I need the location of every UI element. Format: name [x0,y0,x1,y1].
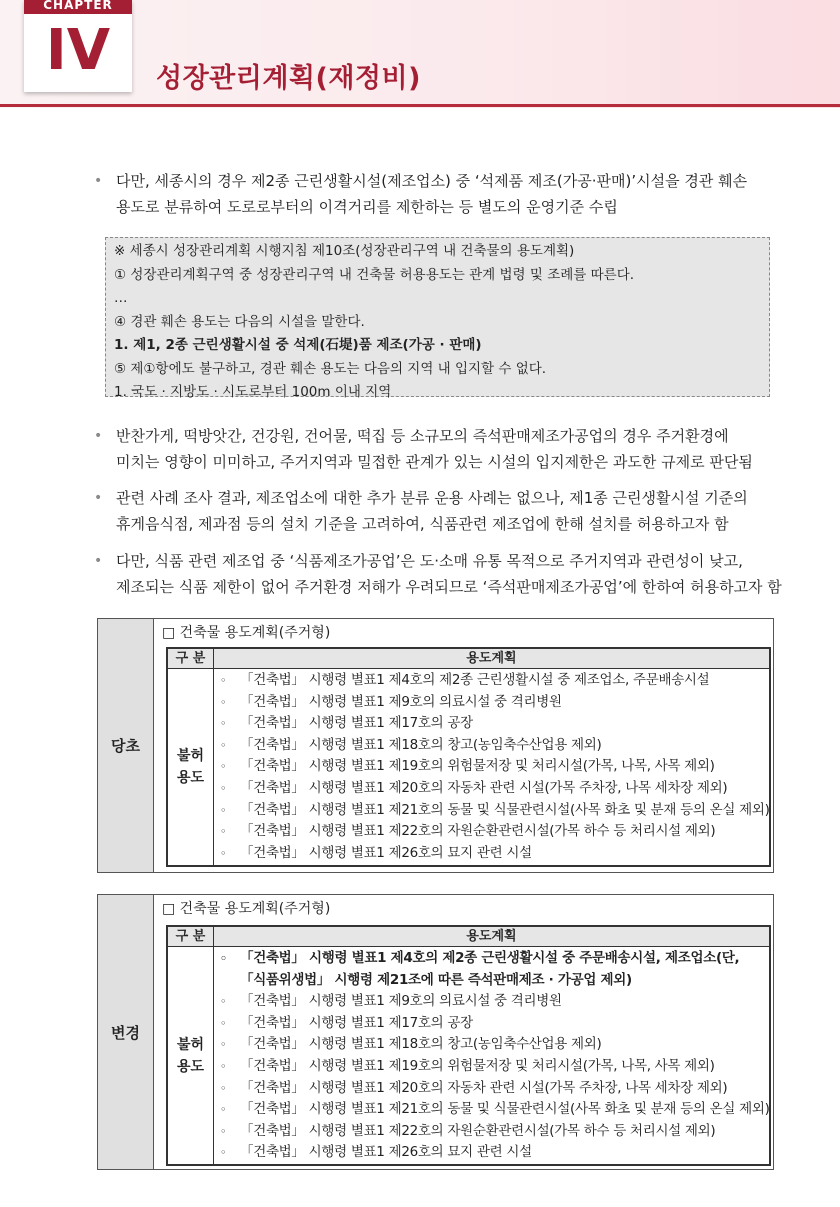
bullet-line: 제조되는 식품 제한이 없어 주거환경 저해가 우려되므로 ‘즉석판매제조가공업’에 한하여 허용하고자 함 [116,578,782,596]
header-col-category: 구 분 [168,927,214,946]
circle-bullet-icon: ◦ [220,846,227,860]
bullet-dot-icon: • [94,173,103,189]
regulation-line: ※ 세종시 성장관리계획 시행지침 제10조(성장관리구역 내 건축물의 용도계획) [114,243,575,259]
list-item-changed-continued: 「식품위생법」 시행령 제21조에 따른 즉석판매제조 · 가공업 제외) [240,971,632,988]
chapter-number: IV [45,18,111,83]
list-item: ◦ 「건축법」 시행령 별표1 제26호의 묘지 관련 시설 [220,843,767,865]
circle-bullet-icon: ◦ [220,1146,227,1160]
header-col-plan: 용도계획 [466,929,517,944]
table-header-row [168,649,769,669]
bullet-paragraph [94,548,784,600]
list-item: ◦ 「건축법」 시행령 별표1 제19호의 위험물저장 및 처리시설(가목, 나목, 사목 제외) [220,1056,767,1078]
list-item: ◦ 「건축법」 시행령 별표1 제21호의 동물 및 식물관련시설(사목 화초 및 분재 등의 온실 제외) [220,1099,767,1121]
table-before [97,618,774,873]
category-line: 불허 [176,1036,205,1053]
regulation-box [105,237,770,400]
circle-bullet-icon: ◦ [220,760,227,774]
circle-bullet-icon: ◦ [220,1059,227,1073]
category-line: 불허 [176,748,205,764]
list-item: ◦ 「건축법」 시행령 별표1 제20호의 자동차 관련 시설(가목 주차장, 나목 세차장 제외) [220,1078,767,1100]
circle-bullet-icon: ◦ [220,781,227,795]
bullet-line: 휴게음식점, 제과점 등의 설치 기준을 고려하여, 식품관련 제조업에 한해 설치를 허용하고자 함 [116,515,729,533]
list-item: ◦ 「건축법」 시행령 별표1 제22호의 자원순환관련시설(가목 하수 등 처리시설 제외) [220,1121,767,1143]
circle-bullet-icon: ◦ [220,717,227,731]
bullet-paragraph [94,423,784,475]
side-label-after: 변경 [98,895,154,1169]
circle-bullet-icon: ◦ [220,695,227,709]
item-list [220,948,770,1164]
list-item: ◦ 「건축법」 시행령 별표1 제21호의 동물 및 식물관련시설(사목 화초 및 분재 등의 온실 제외) [220,800,767,822]
list-item: ◦ 「건축법」 시행령 별표1 제17호의 공장 [220,713,767,735]
table-header-row [168,927,769,947]
table-title: □ 건축물 용도계획(주거형) [162,901,331,917]
regulation-line: 1. 제1, 2종 근린생활시설 중 석제(石堤)품 제조(가공 · 판매) [114,337,482,353]
header-divider [0,104,840,107]
list-item: ◦ 「건축법」 시행령 별표1 제9호의 의료시설 중 격리병원 [220,991,767,1013]
list-item: ◦ 「건축법」 시행령 별표1 제18호의 창고(농임축수산업용 제외) [220,735,767,757]
header-col-category: 구 분 [168,649,214,668]
table-title: □ 건축물 용도계획(주거형) [162,625,331,641]
side-label-before: 당초 [98,619,154,872]
inner-table [166,925,771,1166]
circle-bullet-icon: ◦ [220,1081,227,1095]
bullet-line: 다만, 식품 관련 제조업 중 ‘식품제조가공업’은 도·소매 유통 목적으로 주거지역과 관련성이 낮고, [116,552,743,570]
bullet-dot-icon: • [94,490,103,506]
chapter-badge [24,0,132,92]
list-item: ◦ 「건축법」 시행령 별표1 제9호의 의료시설 중 격리병원 [220,692,767,714]
circle-bullet-icon: ◦ [220,995,227,1009]
list-item: ◦ 「건축법」 시행령 별표1 제26호의 묘지 관련 시설 [220,1142,767,1164]
circle-bullet-icon: ◦ [220,825,227,839]
bullet-line: 관련 사례 조사 결과, 제조업소에 대한 추가 분류 운용 사례는 없으나, 제1종 근린생활시설 기준의 [116,489,748,507]
list-item: ◦ 「건축법」 시행령 별표1 제18호의 창고(농임축수산업용 제외) [220,1034,767,1056]
category-cell [168,669,214,865]
bullet-dot-icon: • [94,428,103,444]
bullet-line: 미치는 영향이 미미하고, 주거지역과 밀접한 관계가 있는 시설의 입지제한은 과도한 규제로 판단됨 [116,453,753,471]
list-item: ◦ 「건축법」 시행령 별표1 제4호의 제2종 근린생활시설 중 제조업소, 주문배송시설 [220,670,767,692]
page-header [0,0,840,108]
circle-bullet-icon: ◦ [220,1124,227,1138]
chapter-label: CHAPTER [24,0,132,14]
category-line: 용도 [176,1058,205,1075]
bullet-line: 반찬가게, 떡방앗간, 건강원, 건어물, 떡집 등 소규모의 즉석판매제조가공업의 경우 주거환경에 [116,427,729,445]
list-item-changed: ◦ 「건축법」 시행령 별표1 제4호의 제2종 근린생활시설 중 주문배송시설, 제조업소(단, [220,948,767,970]
regulation-line: … [114,290,128,306]
circle-bullet-icon: ◦ [220,1103,227,1117]
table-after [97,894,774,1170]
list-item: ◦ 「건축법」 시행령 별표1 제22호의 자원순환관련시설(가목 하수 등 처리시설 제외) [220,821,767,843]
header-col-plan: 용도계획 [466,651,517,666]
bullet-dot-icon: • [94,553,103,569]
list-item: ◦ 「건축법」 시행령 별표1 제19호의 위험물저장 및 처리시설(가목, 나목, 사목 제외) [220,756,767,778]
circle-bullet-icon: ◦ [220,1016,227,1030]
regulation-line: ④ 경관 훼손 용도는 다음의 시설을 말한다. [114,313,365,330]
category-cell [168,947,214,1164]
circle-bullet-icon: ◦ [220,674,227,687]
list-item: ◦ 「건축법」 시행령 별표1 제17호의 공장 [220,1013,767,1035]
list-item: ◦ 「건축법」 시행령 별표1 제20호의 자동차 관련 시설(가목 주차장, 나목 세차장 제외) [220,778,767,800]
bullet-paragraph [94,168,784,220]
regulation-line: 1. 국도 · 지방도 · 시도로부터 100m 이내 지역 [114,384,392,400]
circle-bullet-icon: ◦ [220,1038,227,1052]
regulation-line: ⑤ 제①항에도 불구하고, 경관 훼손 용도는 다음의 지역 내 입지할 수 없다. [114,360,547,377]
circle-bullet-icon: ◦ [220,952,227,965]
bullet-line: 다만, 세종시의 경우 제2종 근린생활시설(제조업소) 중 ‘석제품 제조(가공·판매)’시설을 경관 훼손 [116,172,748,190]
bullet-paragraph [94,485,784,537]
bullet-line: 용도로 분류하여 도로로부터의 이격거리를 제한하는 등 별도의 운영기준 수립 [116,198,618,216]
inner-table [166,647,771,867]
item-list [220,670,770,864]
regulation-line: ① 성장관리계획구역 중 성장관리구역 내 건축물 허용용도는 관계 법령 및 조례를 따른다. [114,266,635,283]
circle-bullet-icon: ◦ [220,738,227,752]
page-title: 성장관리계획(재정비) [156,63,421,94]
circle-bullet-icon: ◦ [220,803,227,817]
category-line: 용도 [176,770,205,786]
